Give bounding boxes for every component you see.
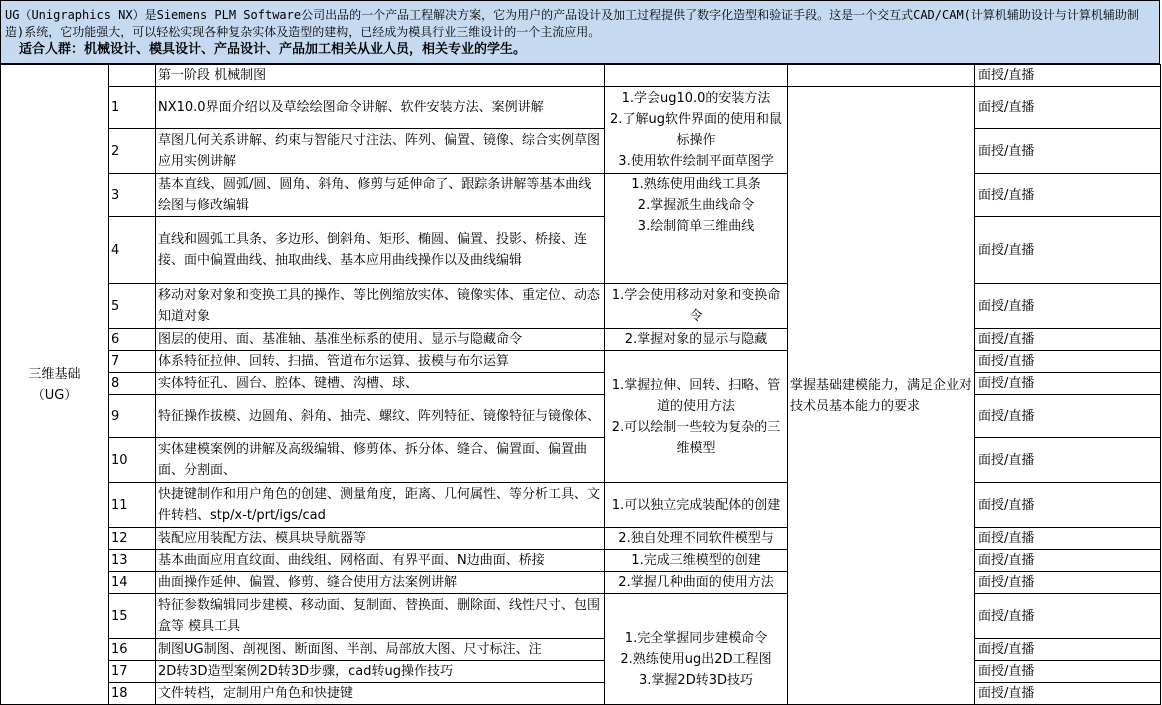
- goal-text: 2.掌握对象的显示与隐藏: [624, 332, 768, 347]
- row-topic[interactable]: 图层的使用、面、基准轴、基准坐标系的使用、显示与隐藏命令: [156, 329, 605, 351]
- goal-cell[interactable]: [605, 528, 788, 550]
- row-method[interactable]: 面授/直播: [975, 87, 1161, 129]
- row-num[interactable]: 9: [109, 395, 156, 438]
- course-intro-banner: [0, 0, 1160, 64]
- curriculum-table: [0, 64, 1161, 705]
- row-method[interactable]: 面授/直播: [975, 395, 1161, 438]
- outcome-cell[interactable]: [788, 87, 975, 705]
- row-num[interactable]: 16: [109, 639, 156, 661]
- goal-cell[interactable]: [605, 284, 788, 329]
- row-num[interactable]: 14: [109, 572, 156, 594]
- row-topic[interactable]: 基本直线、圆弧/圆、圆角、斜角、修剪与延伸命了、跟踪条讲解等基本曲线绘图与修改编辑: [156, 174, 605, 217]
- row-topic[interactable]: 体系特征拉伸、回转、扫描、管道布尔运算、拔模与布尔运算: [156, 351, 605, 373]
- row-method[interactable]: 面授/直播: [975, 639, 1161, 661]
- stage-goal-cell[interactable]: [605, 65, 788, 87]
- goal-text: 1.学会使用移动对象和变换命令: [611, 288, 781, 324]
- row-topic[interactable]: 基本曲面应用直纹面、曲线组、网格面、有界平面、N边曲面、桥接: [156, 550, 605, 572]
- row-num[interactable]: 1: [109, 87, 156, 129]
- row-method[interactable]: 面授/直播: [975, 373, 1161, 395]
- row-method[interactable]: 面授/直播: [975, 329, 1161, 351]
- row-method[interactable]: 面授/直播: [975, 483, 1161, 528]
- goal-cell[interactable]: [605, 550, 788, 572]
- module-name: 三维基础: [28, 366, 81, 382]
- row-num[interactable]: 17: [109, 661, 156, 683]
- row-topic[interactable]: 快捷键制作和用户角色的创建、测量角度，距离、几何属性、等分析工具、文件转档、stp/x-t/prt/igs/cad: [156, 483, 605, 528]
- row-method[interactable]: 面授/直播: [975, 174, 1161, 217]
- row-num[interactable]: 5: [109, 284, 156, 329]
- goal-text: 2.掌握几种曲面的使用方法: [618, 575, 774, 590]
- goal-text: 1.可以独立完成装配体的创建: [611, 497, 781, 513]
- outcome-text: 掌握基础建模能力，满足企业对技术员基本能力的要求: [790, 377, 973, 414]
- row-topic[interactable]: 2D转3D造型案例2D转3D步骤，cad转ug操作技巧: [156, 661, 605, 683]
- row-num[interactable]: 13: [109, 550, 156, 572]
- row-topic[interactable]: 实体特征孔、圆台、腔体、键槽、沟槽、球、: [156, 373, 605, 395]
- intro-text: UG（Unigraphics NX）是Siemens PLM Software公司出品的一个产品工程解决方案，它为用户的产品设计及加工过程提供了数字化造型和验证手段。这是一个交互式CAD/CAM(计算机辅助设计与计算机辅助制造)系统，它功能强大，可以轻松实现各种复杂实体及造型的建构，已经成为模具行业三维设计的一个主流应用。: [5, 8, 1139, 39]
- goal-cell[interactable]: [605, 329, 788, 351]
- goal-text: 1.完成三维模型的创建: [631, 553, 761, 568]
- row-method[interactable]: 面授/直播: [975, 683, 1161, 705]
- row-topic[interactable]: 草图几何关系讲解、约束与智能尺寸注法、阵列、偏置、镜像、综合实例草图应用实例讲解: [156, 129, 605, 174]
- row-topic[interactable]: 装配应用装配方法、模具块导航器等: [156, 528, 605, 550]
- row-topic[interactable]: 制图UG制图、剖视图、断面图、半剖、局部放大图、尺寸标注、注: [156, 639, 605, 661]
- row-num[interactable]: 6: [109, 329, 156, 351]
- row-num[interactable]: 12: [109, 528, 156, 550]
- goal-text: 2.独自处理不同软件模型与: [618, 531, 774, 546]
- row-num[interactable]: 11: [109, 483, 156, 528]
- stage-outcome-cell[interactable]: [788, 65, 975, 87]
- stage-num-cell[interactable]: [109, 65, 156, 87]
- row-topic[interactable]: 特征参数编辑同步建模、移动面、复制面、替换面、删除面、线性尺寸、包围盒等 模具工具: [156, 594, 605, 639]
- row-num[interactable]: 4: [109, 217, 156, 284]
- row-method[interactable]: 面授/直播: [975, 594, 1161, 639]
- row-num[interactable]: 15: [109, 594, 156, 639]
- stage-method[interactable]: 面授/直播: [975, 65, 1161, 87]
- row-method[interactable]: 面授/直播: [975, 550, 1161, 572]
- row-num[interactable]: 10: [109, 438, 156, 483]
- module-cell[interactable]: [1, 65, 109, 705]
- row-num[interactable]: 18: [109, 683, 156, 705]
- goal-cell[interactable]: [605, 174, 788, 284]
- goal-text: 1.学会ug10.0的安装方法 2.了解ug软件界面的使用和鼠标操作 3.使用软件绘制平面草图学: [610, 91, 782, 169]
- row-topic[interactable]: 特征操作拔模、边圆角、斜角、抽壳、螺纹、阵列特征、镜像特征与镜像体、: [156, 395, 605, 438]
- row-method[interactable]: 面授/直播: [975, 572, 1161, 594]
- goal-text: 1.掌握拉伸、回转、扫略、管道的使用方法 2.可以绘制一些较为复杂的三维模型: [611, 377, 781, 456]
- goal-cell[interactable]: [605, 87, 788, 174]
- goal-text: 1.完全掌握同步建模命令 2.熟练使用ug出2D工程图 3.掌握2D转3D技巧: [620, 630, 772, 688]
- module-sub: （UG）: [31, 387, 78, 403]
- goal-cell[interactable]: [605, 351, 788, 483]
- row-method[interactable]: 面授/直播: [975, 661, 1161, 683]
- row-method[interactable]: 面授/直播: [975, 528, 1161, 550]
- row-num[interactable]: 8: [109, 373, 156, 395]
- row-method[interactable]: 面授/直播: [975, 129, 1161, 174]
- row-topic[interactable]: NX10.0界面介绍以及草绘绘图命令讲解、软件安装方法、案例讲解: [156, 87, 605, 129]
- stage-title[interactable]: 第一阶段 机械制图: [156, 65, 605, 87]
- row-method[interactable]: 面授/直播: [975, 438, 1161, 483]
- row-num[interactable]: 7: [109, 351, 156, 373]
- goal-cell[interactable]: [605, 572, 788, 594]
- row-topic[interactable]: 移动对象对象和变换工具的操作、等比例缩放实体、镜像实体、重定位、动态知道对象: [156, 284, 605, 329]
- row-topic[interactable]: 文件转档，定制用户角色和快捷键: [156, 683, 605, 705]
- row-topic[interactable]: 直线和圆弧工具条、多边形、倒斜角、矩形、椭圆、偏置、投影、桥接、连接、面中偏置曲线、抽取曲线、基本应用曲线操作以及曲线编辑: [156, 217, 605, 284]
- row-num[interactable]: 2: [109, 129, 156, 174]
- row-topic[interactable]: 实体建模案例的讲解及高级编辑、修剪体、拆分体、缝合、偏置面、偏置曲面、分割面、: [156, 438, 605, 483]
- audience-text: 适合人群：机械设计、模具设计、产品设计、产品加工相关从业人员，相关专业的学生。: [19, 42, 527, 57]
- row-topic[interactable]: 曲面操作延伸、偏置、修剪、缝合使用方法案例讲解: [156, 572, 605, 594]
- goal-cell[interactable]: [605, 594, 788, 705]
- row-method[interactable]: 面授/直播: [975, 284, 1161, 329]
- goal-cell[interactable]: [605, 483, 788, 528]
- goal-text: 1.熟练使用曲线工具条 2.掌握派生曲线命令 3.绘制简单三维曲线: [631, 177, 761, 234]
- row-num[interactable]: 3: [109, 174, 156, 217]
- row-method[interactable]: 面授/直播: [975, 351, 1161, 373]
- row-method[interactable]: 面授/直播: [975, 217, 1161, 284]
